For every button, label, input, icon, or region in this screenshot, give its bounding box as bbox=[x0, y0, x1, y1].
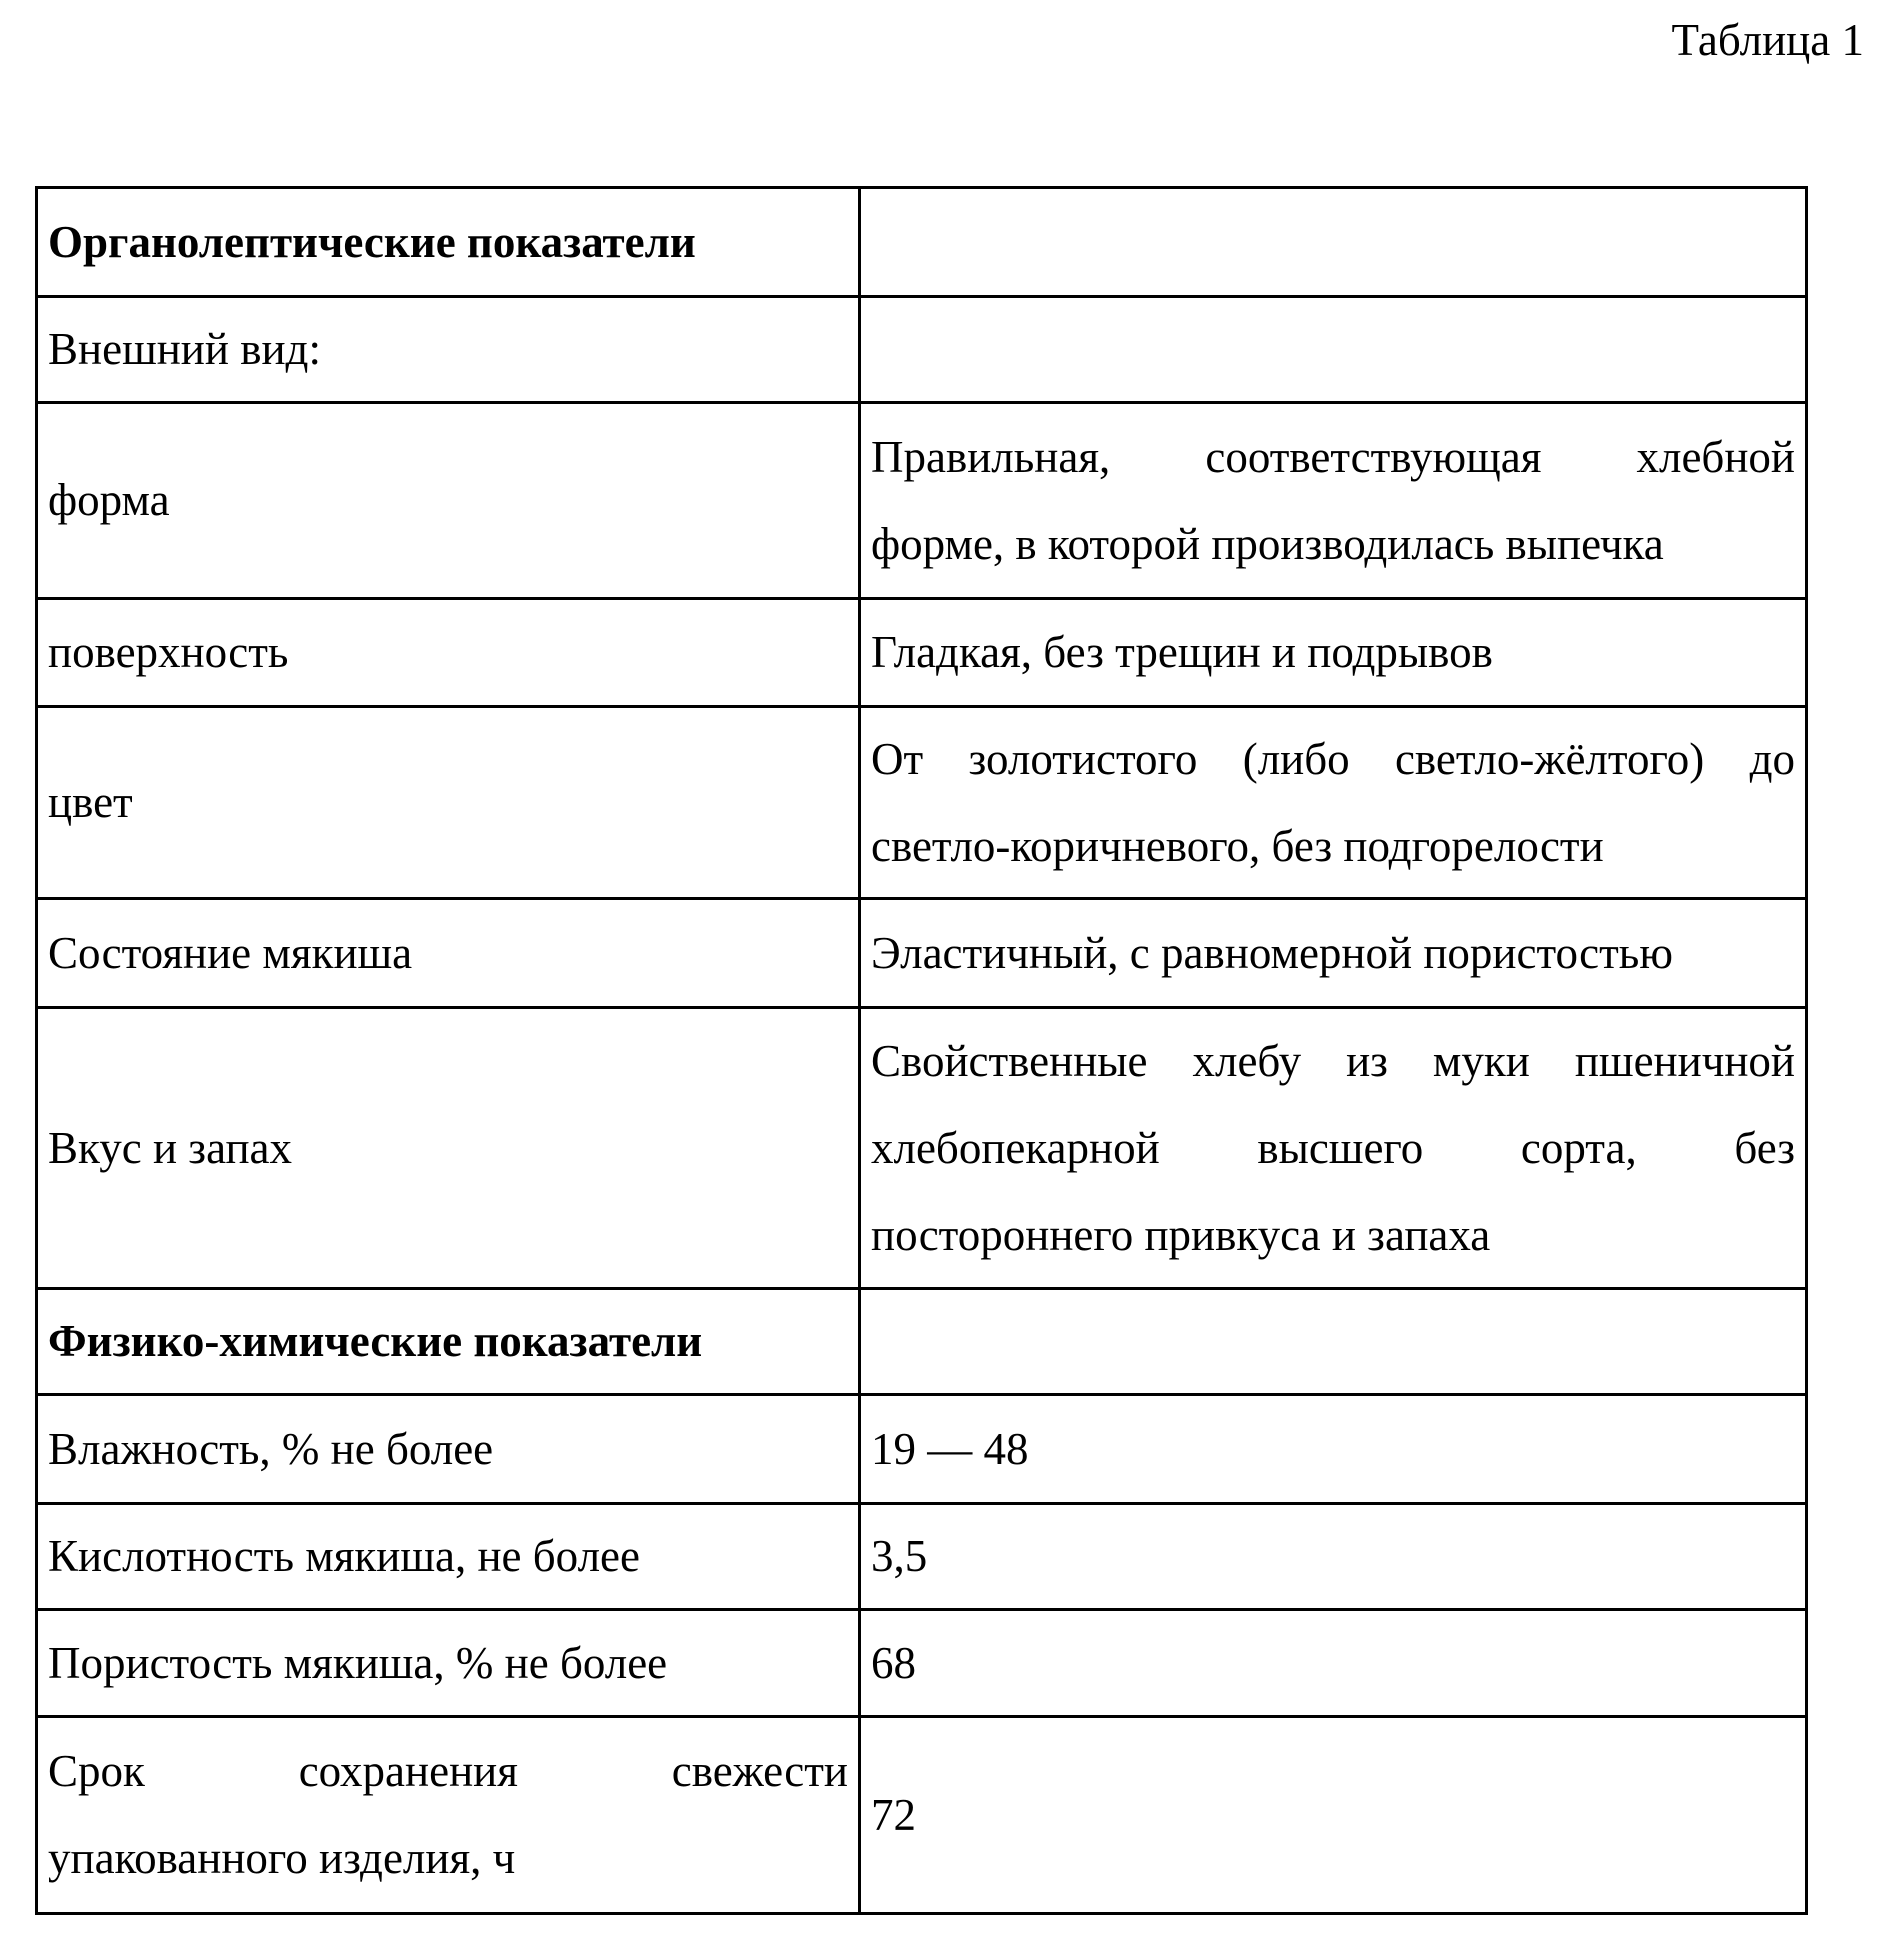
value-cell bbox=[860, 1717, 1807, 1914]
table-row bbox=[37, 707, 1807, 899]
table-row bbox=[37, 1504, 1807, 1610]
cell-line: Эластичный, с равномерной пористостью bbox=[871, 910, 1795, 997]
value-cell bbox=[860, 1008, 1807, 1289]
value-cell bbox=[860, 899, 1807, 1008]
indicator-cell bbox=[37, 403, 860, 599]
table-row bbox=[37, 188, 1807, 297]
cell-line: 72 bbox=[871, 1772, 1795, 1859]
value-cell bbox=[860, 1610, 1807, 1717]
table-row bbox=[37, 1717, 1807, 1914]
cell-line: хлебопекарной высшего сорта, без bbox=[871, 1105, 1795, 1192]
indicator-cell bbox=[37, 1008, 860, 1289]
table-caption: Таблица 1 bbox=[1672, 14, 1864, 66]
value-cell bbox=[860, 1289, 1807, 1395]
table-row bbox=[37, 899, 1807, 1008]
cell-line: поверхность bbox=[48, 609, 848, 696]
indicator-cell bbox=[37, 707, 860, 899]
cell-line: упакованного изделия, ч bbox=[48, 1815, 848, 1902]
table-row bbox=[37, 403, 1807, 599]
table-row bbox=[37, 1289, 1807, 1395]
indicator-cell bbox=[37, 1610, 860, 1717]
cell-line: Внешний вид: bbox=[48, 306, 848, 393]
cell-line: форме, в которой производилась выпечка bbox=[871, 501, 1795, 588]
cell-line: Вкус и запах bbox=[48, 1105, 848, 1192]
cell-line: Состояние мякиша bbox=[48, 910, 848, 997]
cell-line: Срок сохранения свежести bbox=[48, 1728, 848, 1815]
value-cell bbox=[860, 599, 1807, 707]
indicator-cell bbox=[37, 899, 860, 1008]
cell-line: 19 — 48 bbox=[871, 1406, 1795, 1493]
cell-line: 68 bbox=[871, 1620, 1795, 1707]
value-cell bbox=[860, 188, 1807, 297]
table-row bbox=[37, 599, 1807, 707]
table-row bbox=[37, 297, 1807, 403]
cell-line: цвет bbox=[48, 759, 848, 846]
table-row bbox=[37, 1008, 1807, 1289]
value-cell bbox=[860, 1504, 1807, 1610]
cell-line: светло-коричневого, без подгорелости bbox=[871, 803, 1795, 890]
indicator-cell bbox=[37, 1717, 860, 1914]
indicator-cell bbox=[37, 599, 860, 707]
cell-line: Органолептические показатели bbox=[48, 199, 848, 286]
table-row bbox=[37, 1395, 1807, 1504]
cell-line: Физико-химические показатели bbox=[48, 1298, 848, 1385]
value-cell bbox=[860, 403, 1807, 599]
cell-line: 3,5 bbox=[871, 1513, 1795, 1600]
value-cell bbox=[860, 707, 1807, 899]
cell-line: Свойственные хлебу из муки пшеничной bbox=[871, 1018, 1795, 1105]
indicator-cell bbox=[37, 1395, 860, 1504]
indicator-cell bbox=[37, 297, 860, 403]
cell-line: форма bbox=[48, 457, 848, 544]
cell-line: постороннего привкуса и запаха bbox=[871, 1192, 1795, 1279]
value-cell bbox=[860, 1395, 1807, 1504]
indicator-cell bbox=[37, 1289, 860, 1395]
indicator-cell bbox=[37, 1504, 860, 1610]
cell-line: Правильная, соответствующая хлебной bbox=[871, 414, 1795, 501]
value-cell bbox=[860, 297, 1807, 403]
cell-line: От золотистого (либо светло-жёлтого) до bbox=[871, 716, 1795, 803]
indicators-table bbox=[35, 186, 1808, 1915]
table-row bbox=[37, 1610, 1807, 1717]
cell-line: Пористость мякиша, % не более bbox=[48, 1620, 848, 1707]
cell-line: Гладкая, без трещин и подрывов bbox=[871, 609, 1795, 696]
cell-line: Влажность, % не более bbox=[48, 1406, 848, 1493]
cell-line: Кислотность мякиша, не более bbox=[48, 1513, 848, 1600]
indicator-cell bbox=[37, 188, 860, 297]
